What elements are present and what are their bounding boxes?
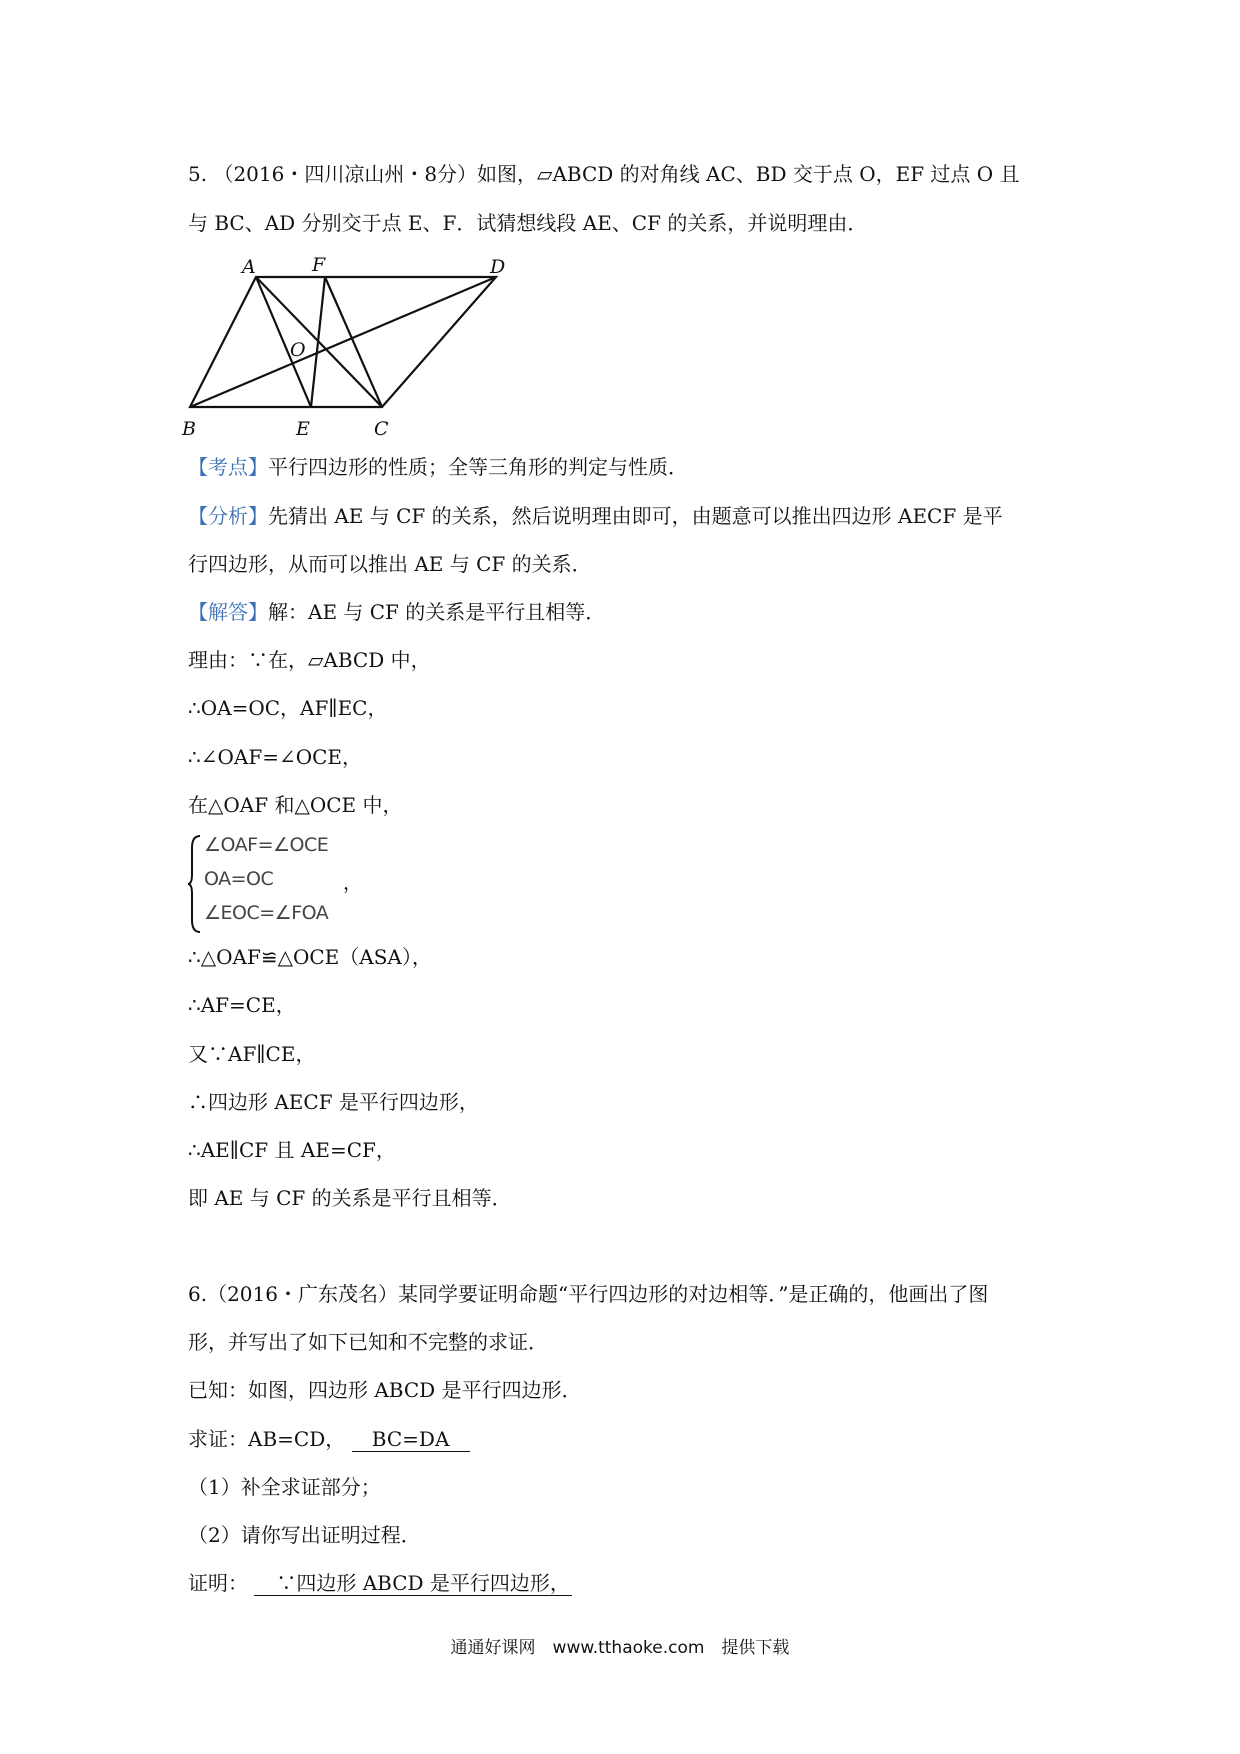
prove-prefix: 求证：AB=CD，	[188, 1427, 346, 1451]
step-5: ∴△OAF≌△OCE（ASA），	[188, 945, 432, 969]
label-b: B	[182, 418, 196, 440]
left-brace-icon	[188, 834, 202, 934]
diagonal-bd	[190, 277, 496, 407]
system-row-2: OA=OC	[204, 868, 274, 890]
problem6-q1: （1）补全求证部分；	[188, 1475, 381, 1499]
parallelogram-figure	[182, 252, 506, 442]
equation-system	[188, 834, 388, 934]
jieda-tag: 【解答】	[188, 600, 268, 624]
step-4: 在△OAF 和△OCE 中，	[188, 793, 403, 817]
kaodian-text: 平行四边形的性质；全等三角形的判定与性质．	[268, 455, 688, 479]
problem5-line1: 5. （2016・四川凉山州・8分）如图，▱ABCD 的对角线 AC、BD 交于点 O，EF 过点 O 且	[188, 162, 1020, 186]
label-d: D	[490, 256, 506, 278]
prove-answer	[352, 1427, 470, 1452]
step-10: 即 AE 与 CF 的关系是平行且相等．	[188, 1186, 512, 1210]
problem5-line2: 与 BC、AD 分别交于点 E、F．试猜想线段 AE、CF 的关系，并说明理由．	[188, 211, 868, 235]
system-row-3: ∠EOC=∠FOA	[204, 902, 329, 924]
proof-prefix: 证明：	[188, 1571, 248, 1595]
step-2: ∴OA=OC，AF∥EC，	[188, 696, 388, 720]
fenxi-line1	[188, 502, 1003, 530]
label-o: O	[290, 339, 306, 361]
step-1: 理由：∵在，▱ABCD 中，	[188, 648, 431, 672]
problem6-prove	[188, 1425, 470, 1453]
kaodian-tag: 【考点】	[188, 455, 268, 479]
problem6-q2: （2）请你写出证明过程．	[188, 1523, 421, 1547]
problem6-given: 已知：如图，四边形 ABCD 是平行四边形．	[188, 1378, 582, 1402]
step-3: ∴∠OAF=∠OCE，	[188, 745, 363, 769]
problem6-line1: 6.（2016・广东茂名）某同学要证明命题“平行四边形的对边相等．”是正确的，他画出了图	[188, 1282, 989, 1306]
prove-answer-text: BC=DA	[371, 1427, 450, 1451]
label-f: F	[312, 254, 326, 276]
fenxi-line2: 行四边形，从而可以推出 AE 与 CF 的关系．	[188, 552, 592, 576]
fenxi-text1: 先猜出 AE 与 CF 的关系，然后说明理由即可，由题意可以推出四边形 AECF 是平	[268, 504, 1003, 528]
problem6-line2: 形，并写出了如下已知和不完整的求证．	[188, 1330, 548, 1354]
proof-answer	[254, 1571, 572, 1596]
problem6-proof	[188, 1569, 572, 1597]
label-e: E	[296, 418, 310, 440]
kaodian-line	[188, 453, 688, 481]
jieda-text: 解：AE 与 CF 的关系是平行且相等．	[268, 600, 606, 624]
system-row-1: ∠OAF=∠OCE	[204, 834, 329, 856]
system-comma: ，	[343, 872, 362, 894]
step-8: ∴四边形 AECF 是平行四边形，	[188, 1090, 479, 1114]
step-7: 又∵AF∥CE，	[188, 1042, 316, 1066]
label-c: C	[374, 418, 389, 440]
label-a: A	[242, 256, 256, 278]
proof-answer-text: ∵四边形 ABCD 是平行四边形，	[276, 1571, 570, 1595]
jieda-line	[188, 598, 605, 626]
segment-ef	[311, 277, 325, 407]
segment-fc	[325, 277, 382, 407]
step-9: ∴AE∥CF 且 AE=CF，	[188, 1138, 396, 1162]
fenxi-tag: 【分析】	[188, 504, 268, 528]
step-6: ∴AF=CE，	[188, 993, 296, 1017]
footer-text: 通通好课网 www.tthaoke.com 提供下载	[450, 1638, 790, 1658]
